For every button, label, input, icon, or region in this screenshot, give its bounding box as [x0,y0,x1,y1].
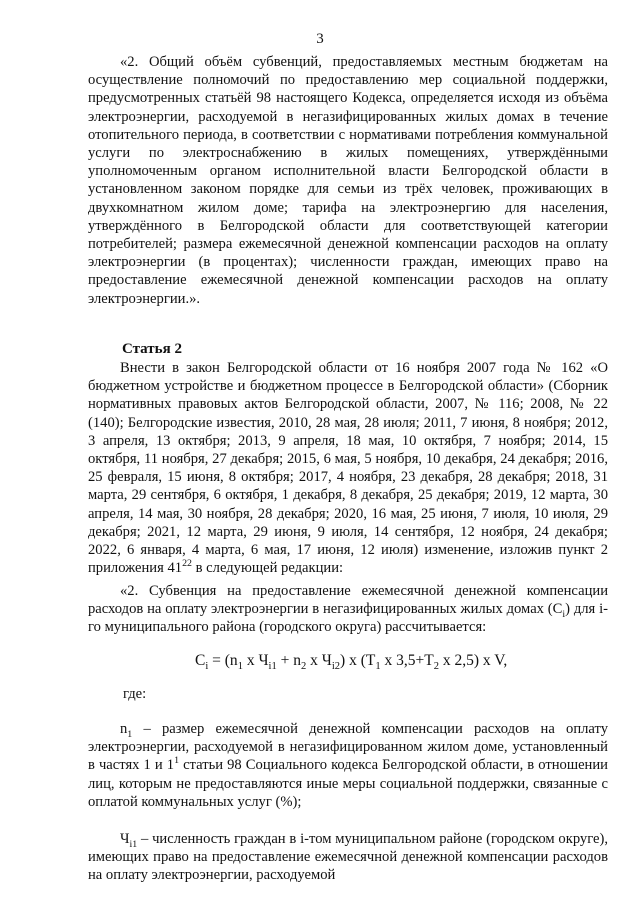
subvention-paragraph-a: «2. Субвенция на предоставление ежемесячной денежной компенсации расходов на оплату электроэнергии в негазифицированных жилых домах (C [88,583,608,618]
page-number: 3 [316,31,324,47]
article-heading: Статья 2 [122,341,182,357]
article-2-superscript: 22 [182,558,192,570]
n1-definition: $n_1$ – размер ежемесячной денежной компенсации расходов на оплату электроэнергии, расходуемой в негазифицированном жилом доме, установленный в частях 1 и $1^1$ статьи 98 Социального кодекса Белгородской области, в отношении лиц, которым не предоставляются иные меры социальной поддержки, связанные с оплатой коммунальных услуг (%); [88,721,608,810]
subvention-paragraph: «2. Субвенция на предоставление ежемесячной денежной компенсации расходов на оплату электроэнергии в негазифицированных жилых домах $(C_i)$ для i-го муниципального района (городского округа) рассчитывается: [88,583,608,636]
n1-symbol: n [120,721,128,737]
paragraph-subvention-volume: «2. Общий объём субвенций, предоставляемых местным бюджетам на осуществление полномочий по предоставлению мер социальной поддержки, предусмотренных статьёй 98 настоящего Кодекса, определяется исходя из объёма электроэнергии, расходуемой в негазифицированных жилых домах в течение отопительного периода, в соответствии с нормативами потребления коммунальной услуги по электроснабжению в жилых помещениях, утверждёнными уполномоченным органом исполнительной власти Белгородской области в установленном законом порядке для семьи из трёх человек, проживающих в двухкомнатном жилом доме; тарифа на электроэнергию для населения, утверждённого в Белгородской области для соответствующей категории потребителей; размера ежемесячной денежной компенсации расходов на оплату электроэнергии (в процентах); численности граждан, имеющих право на предоставление ежемесячной денежной компенсации расходов на оплату электроэнергии.». [88,54,608,307]
subvention-paragraph-b: ) для i-го муниципального района (городского округа) рассчитывается: [88,601,608,636]
article-2-text-main: Внести в закон Белгородской области от 16 ноября 2007 года № 162 «О бюджетном устройстве и бюджетном процессе в Белгородской области» (Сборник нормативных правовых актов Белгородской области, 2007, № 116; 2008, № 22 (140); Белгородские известия, 2010, 28 мая, 28 июля; 2011, 7 июня, 8 ноября; 2012, 3 апреля, 13 октября; 2013, 9 апреля, 18 мая, 10 октября, 7 ноября; 2014, 15 октября, 11 ноября, 27 декабря; 2015, 6 мая, 5 ноября, 10 декабря, 24 декабря; 2016, 25 февраля, 15 июня, 8 октября; 2017, 4 ноября, 23 декабря, 28 декабря; 2018, 31 марта, 29 сентября, 6 октября, 1 декабря, 8 декабря, 25 декабря; 2019, 12 марта, 30 апреля, 14 мая, 30 ноября, 28 декабря; 2020, 16 мая, 25 июня, 7 июля, 10 июля, 29 декабря; 2021, 12 марта, 29 июня, 9 июля, 14 сентября, 12 ноября, 24 декабря; 2022, 6 января, 4 марта, 6 мая, 17 июня, 12 июля) изменение, изложив пункт 2 приложения 41 [88,360,608,577]
article-2-text-tail: в следующей редакции: [195,560,344,577]
ch-definition-text: – численность граждан в i-том муниципальном районе (городском округе), имеющих право на предоставление ежемесячной денежной компенсации расходов на оплату электроэнергии, расходуемой [88,831,608,884]
formula: $C_i = (n_1$ x $Ч_{i1} + n_2$ x $Ч_{i2}$) x ($T_1$ x $3,5+T_2$ x 2,5) x V, [195,652,508,673]
n1-definition-b: статьи 98 Социального кодекса Белгородской области, в отношении лиц, которым не предоставляются иные меры социальной поддержки, связанные с оплатой коммунальных услуг (%); [88,757,608,810]
ch-definition: $Ч_{i1}$ – численность граждан в i-том муниципальном районе (городском округе), имеющих право на предоставление ежемесячной денежной компенсации расходов на оплату электроэнергии, расходуемой [88,831,608,884]
ch-symbol: Ч [120,831,130,847]
article-2-text [88,359,608,577]
n1-definition-a: – размер ежемесячной денежной компенсации расходов на оплату электроэнергии, расходуемой в негазифицированном жилом доме, установленный в частях 1 и 1 [88,721,608,774]
where-label: где: [123,686,147,702]
